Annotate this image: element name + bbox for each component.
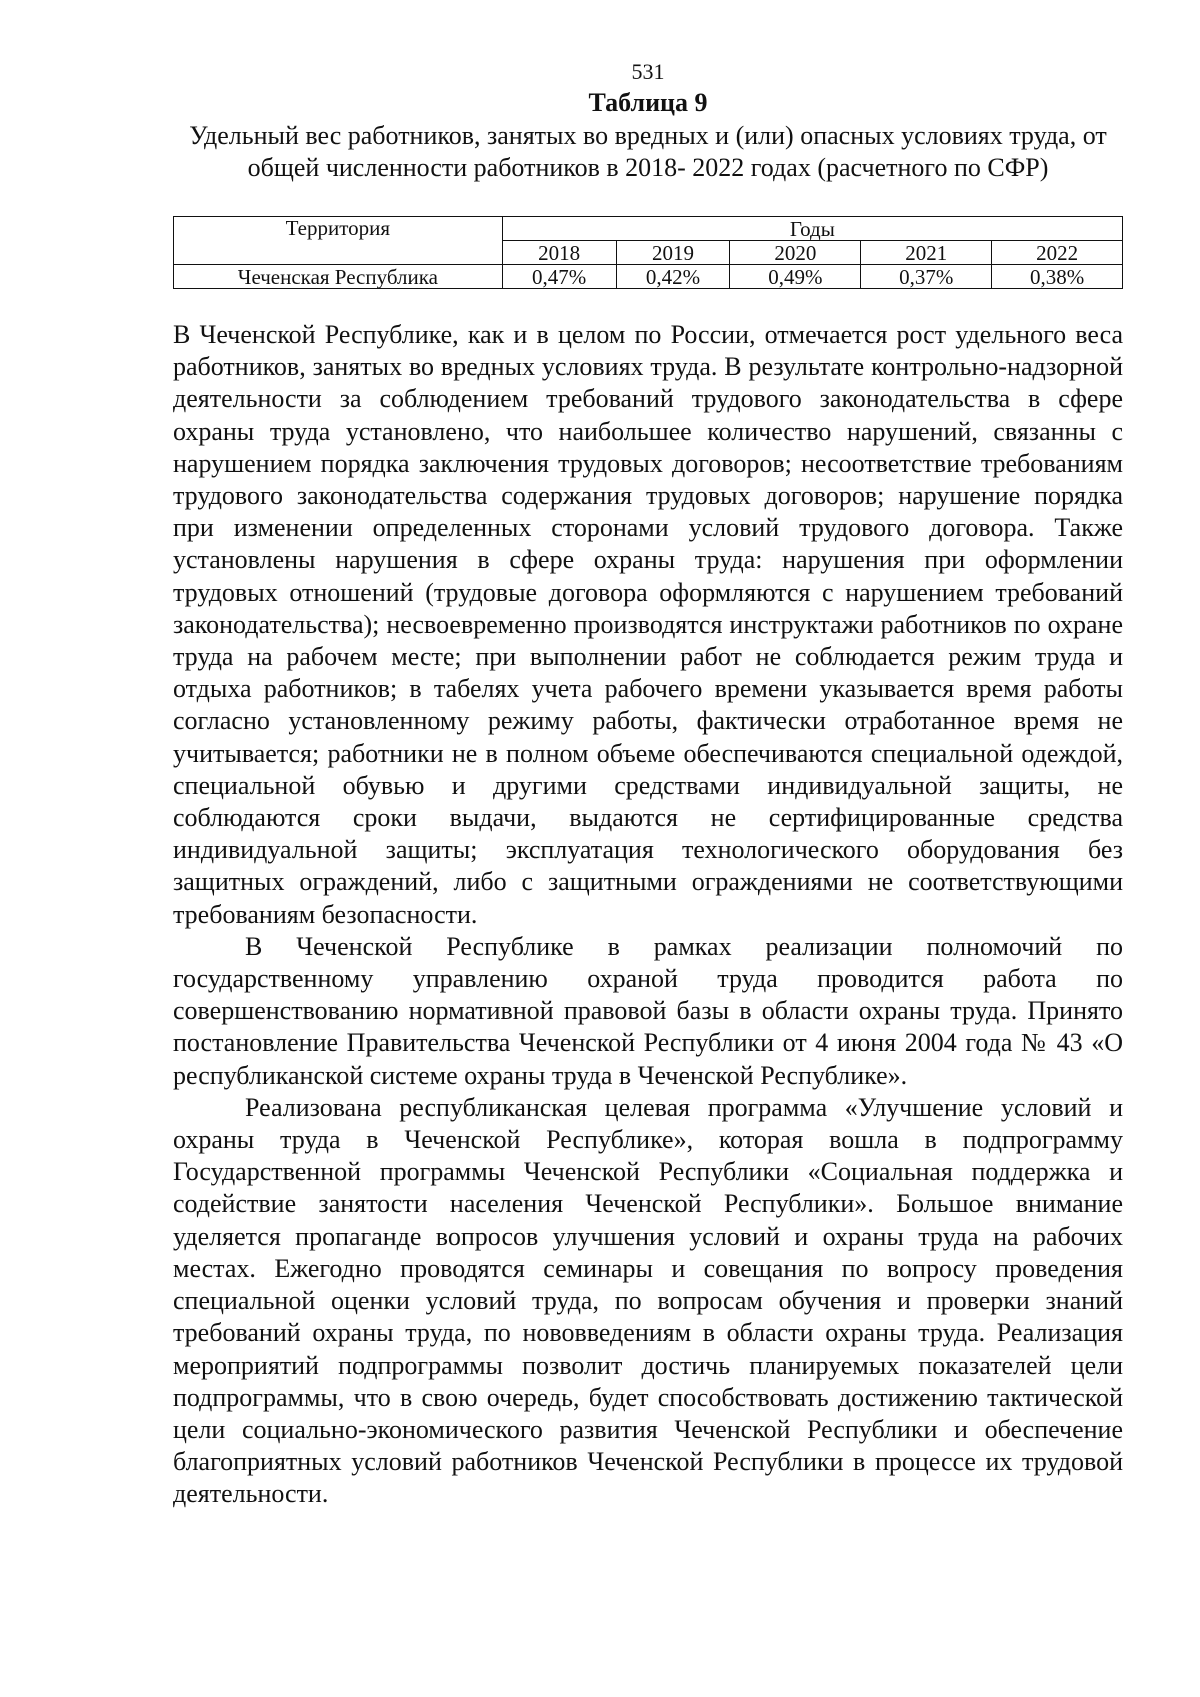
table-row <box>174 265 1123 289</box>
page-number: 531 <box>631 59 665 84</box>
table-caption: Таблица 9 <box>588 88 708 117</box>
value-cell: 0,38% <box>992 265 1123 289</box>
value-cell: 0,37% <box>861 265 992 289</box>
territory-header: Территория <box>174 217 503 265</box>
value-cell: 0,47% <box>502 265 616 289</box>
years-header: Годы <box>502 217 1122 241</box>
year-header-cell: 2022 <box>992 241 1123 265</box>
year-header-cell: 2019 <box>616 241 730 265</box>
year-header-cell: 2018 <box>502 241 616 265</box>
value-cell: 0,42% <box>616 265 730 289</box>
paragraph: Реализована республиканская целевая программа «Улучшение условий и охраны труда в Чеченской Республике», которая вошла в подпрограмму Государственной программы Чеченской Республики «Социальная поддержка и содействие занятости населения Чеченской Республики». Большое внимание уделяется пропаганде вопросов улучшения условий и охраны труда на рабочих местах. Ежегодно проводятся семинары и совещания по вопросу проведения специальной оценки условий труда, по вопросам обучения и проверки знаний требований охраны труда, по нововведениям в области охраны труда. Реализация мероприятий подпрограммы позволит достичь планируемых показателей цели подпрограммы, что в свою очередь, будет способствовать достижению тактической цели социально-экономического развития Чеченской Республики и обеспечение благоприятных условий работников Чеченской Республики в процессе их трудовой деятельности. <box>173 1092 1123 1509</box>
data-table <box>173 216 1123 289</box>
table-title: Удельный вес работников, занятых во вредных и (или) опасных условиях труда, от общей численности работников в 2018- 2022 годах (расчетного по СФР) <box>189 121 1107 182</box>
year-header-cell: 2021 <box>861 241 992 265</box>
value-cell: 0,49% <box>730 265 861 289</box>
territory-cell: Чеченская Республика <box>174 265 503 289</box>
year-header-cell: 2020 <box>730 241 861 265</box>
paragraph: В Чеченской Республике, как и в целом по России, отмечается рост удельного веса работников, занятых во вредных условиях труда. В результате контрольно-надзорной деятельности за соблюдением требований трудового законодательства в сфере охраны труда установлено, что наибольшее количество нарушений, связанны с нарушением порядка заключения трудовых договоров; несоответствие требованиям трудового законодательства содержания трудовых договоров; нарушение порядка при изменении определенных сторонами условий трудового договора. Также установлены нарушения в сфере охраны труда: нарушения при оформлении трудовых отношений (трудовые договора оформляются с нарушением требований законодательства); несвоевременно производятся инструктажи работников по охране труда на рабочем месте; при выполнении работ не соблюдается режим труда и отдыха работников; в табелях учета рабочего времени указывается время работы согласно установленному режиму работы, фактически отработанное время не учитывается; работники не в полном объеме обеспечиваются специальной одеждой, специальной обувью и другими средствами индивидуальной защиты, не соблюдаются сроки выдачи, выдаются не сертифицированные средства индивидуальной защиты; эксплуатация технологического оборудования без защитных ограждений, либо с защитными ограждениями не соответствующими требованиям безопасности. <box>173 320 1123 929</box>
body-text <box>173 319 1123 1511</box>
paragraph: В Чеченской Республике в рамках реализации полномочий по государственному управлению охраной труда проводится работа по совершенствованию нормативной правовой базы в области охраны труда. Принято постановление Правительства Чеченской Республики от 4 июня 2004 года № 43 «О республиканской системе охраны труда в Чеченской Республике». <box>173 931 1123 1090</box>
table-header-row <box>174 217 1123 241</box>
document-page <box>173 60 1123 1511</box>
